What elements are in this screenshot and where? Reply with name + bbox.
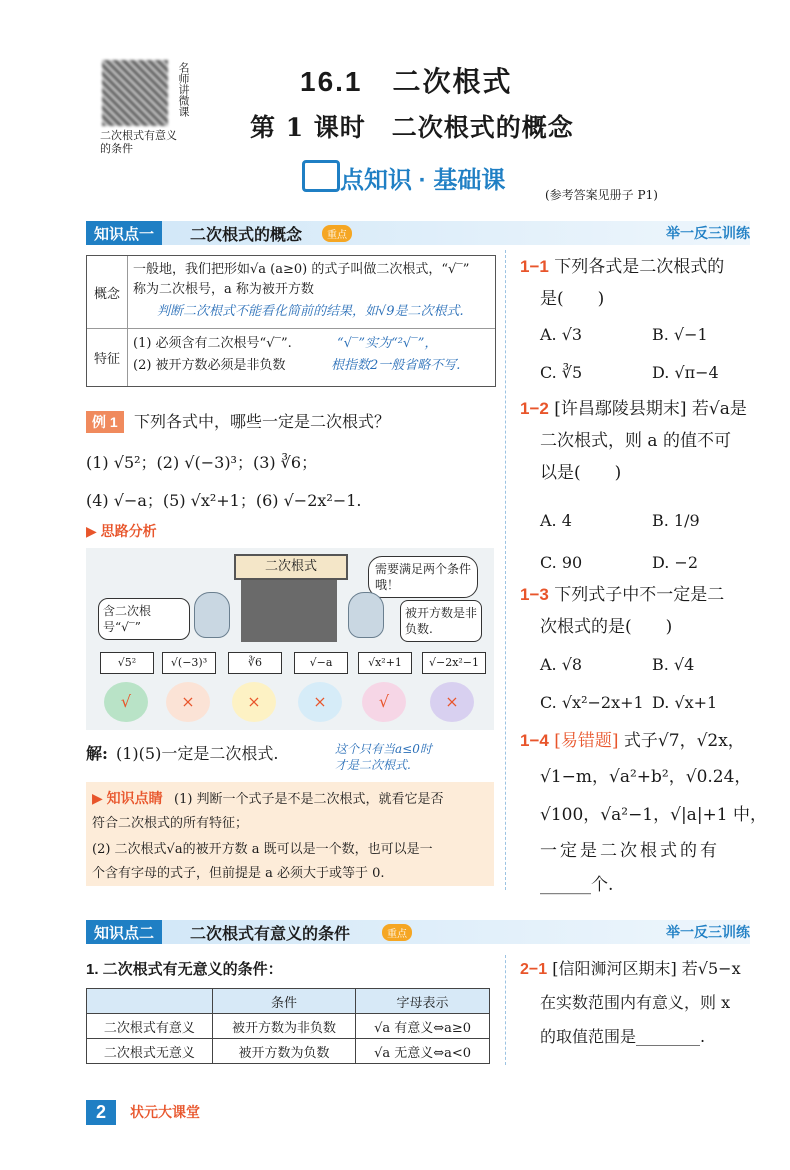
bubble-right: 被开方数是非负数. bbox=[400, 600, 482, 642]
q1-2-option-a[interactable]: A. 4 bbox=[540, 511, 572, 530]
book-icon bbox=[302, 160, 340, 192]
card-2: √(−3)³ bbox=[162, 652, 216, 674]
solution-note-2: 才是二次根式. bbox=[335, 758, 411, 772]
q1-3-text-1: 下列式子中不一定是二 bbox=[554, 585, 725, 605]
q1-4-text-1: 式子√7，√2x， bbox=[623, 731, 745, 751]
tip-text-2: 符合二次根式的所有特征； bbox=[92, 816, 249, 831]
concept-note: 判断二次根式不能看化简前的结果，如√9是二次根式. bbox=[157, 304, 464, 319]
chick-1: √ bbox=[104, 682, 148, 722]
q1-2-text-3: 以是( ) bbox=[540, 463, 622, 483]
q1-3-option-c[interactable]: C. √x²−2x+1 bbox=[540, 693, 644, 712]
tip-text-1: (1) 判断一个式子是不是二次根式，就看它是否 bbox=[174, 792, 444, 807]
card-3: ∛6 bbox=[228, 652, 282, 674]
banner-title: 点知识 · 基础课 bbox=[340, 167, 506, 194]
feature-label: 特征 bbox=[87, 328, 128, 386]
tip-box bbox=[86, 782, 494, 886]
q1-2-text-2: 二次根式，则 a 的值不可 bbox=[540, 431, 731, 451]
tip-text-4: 个含有字母的式子，但前提是 a 必须大于或等于 0. bbox=[92, 866, 385, 881]
kp2-bar bbox=[86, 920, 750, 944]
concept-text-1: 一般地，我们把形如√a (a≥0) 的式子叫做二次根式，“√‾” bbox=[133, 262, 470, 277]
q1-1-text-2: 是( ) bbox=[540, 289, 605, 309]
q1-4-number: 1−4 bbox=[520, 731, 549, 750]
page-number: 2 bbox=[86, 1100, 116, 1125]
q1-1-option-b[interactable]: B. √−1 bbox=[652, 325, 708, 344]
concept-text-2: 称为二次根号，a 称为被开方数 bbox=[133, 282, 314, 297]
chick-3: × bbox=[232, 682, 276, 722]
analysis-text: 思路分析 bbox=[100, 523, 157, 539]
table-header-cell bbox=[87, 989, 213, 1014]
q1-4 bbox=[520, 730, 745, 752]
q1-4-text-2: √1−m，√a²+b²，√0.24， bbox=[540, 767, 752, 787]
q1-3-number: 1−3 bbox=[520, 585, 549, 604]
example-question: 下列各式中，哪些一定是二次根式？ bbox=[134, 412, 391, 431]
q2-1-text-2: 在实数范围内有意义，则 x bbox=[540, 993, 731, 1012]
table-cell: 二次根式有意义 bbox=[87, 1014, 213, 1039]
q1-1 bbox=[520, 256, 724, 278]
qr-caption: 二次根式有意义的条件 bbox=[100, 130, 177, 155]
table-cell: 二次根式无意义 bbox=[87, 1039, 213, 1064]
condition-table bbox=[86, 988, 490, 1064]
guard-right bbox=[348, 592, 384, 638]
card-1: √5² bbox=[100, 652, 154, 674]
answer-reference: (参考答案见册子 P1) bbox=[545, 188, 658, 202]
feature-row bbox=[87, 328, 495, 386]
example-tag: 例 1 bbox=[86, 411, 124, 433]
kp1-practice-label: 举一反三训练 bbox=[666, 225, 750, 241]
table-cell: √a 无意义⇔a<0 bbox=[356, 1039, 490, 1064]
q1-3-option-d[interactable]: D. √x+1 bbox=[652, 693, 718, 712]
q1-2-number: 1−2 bbox=[520, 399, 549, 418]
kp1-tag: 知识点一 bbox=[86, 221, 162, 245]
kp1-badge: 重点 bbox=[322, 225, 352, 242]
q1-4-text-4: 一定是二次根式的有 bbox=[540, 841, 720, 861]
q1-4-text-5[interactable]: ______个. bbox=[540, 875, 614, 895]
analysis-label: ▶ 思路分析 bbox=[86, 523, 157, 539]
table-cell: 被开方数为非负数 bbox=[212, 1014, 355, 1039]
table-row bbox=[87, 1039, 490, 1064]
q2-1-text-1: [信阳浉河区期末] 若√5−x bbox=[552, 959, 741, 978]
chick-4: × bbox=[298, 682, 342, 722]
q1-1-number: 1−1 bbox=[520, 257, 549, 276]
kp2-tag: 知识点二 bbox=[86, 920, 162, 944]
example-line-1: (1) √5²；(2) √(−3)³；(3) ∛6； bbox=[86, 453, 318, 472]
q1-2-option-b[interactable]: B. 1/9 bbox=[652, 511, 700, 530]
q1-3-option-a[interactable]: A. √8 bbox=[540, 655, 583, 674]
brand-logo: 状元大课堂 bbox=[130, 1104, 200, 1120]
card-6: √−2x²−1 bbox=[422, 652, 486, 674]
feature-note-1: “√‾”实为“²√‾”， bbox=[337, 336, 438, 351]
bubble-left: 含二次根号“√‾” bbox=[98, 598, 190, 640]
kp1-title: 二次根式的概念 bbox=[190, 227, 303, 244]
card-4: √−a bbox=[294, 652, 348, 674]
column-divider-2 bbox=[505, 955, 507, 1065]
gate bbox=[241, 580, 337, 642]
table-header-row bbox=[87, 989, 490, 1014]
table-header-cell: 字母表示 bbox=[356, 989, 490, 1014]
concept-label: 概念 bbox=[87, 256, 128, 328]
chick-6: × bbox=[430, 682, 474, 722]
q1-2-option-d[interactable]: D. −2 bbox=[652, 553, 699, 572]
chick-5: √ bbox=[362, 682, 406, 722]
q1-3-text-2: 次根式的是( ) bbox=[540, 617, 673, 637]
card-5: √x²+1 bbox=[358, 652, 412, 674]
feature-text-2: (2) 被开方数必须是非负数 bbox=[133, 358, 286, 373]
q1-1-option-d[interactable]: D. √π−4 bbox=[652, 363, 719, 382]
chick-2: × bbox=[166, 682, 210, 722]
q1-4-tag: [易错题] bbox=[554, 731, 619, 751]
q1-1-text-1: 下列各式是二次根式的 bbox=[554, 257, 725, 277]
q1-1-option-a[interactable]: A. √3 bbox=[540, 325, 583, 344]
q1-4-text-3: √100，√a²−1，√|a|+1 中， bbox=[540, 805, 768, 825]
concept-row bbox=[87, 256, 495, 329]
kp2-heading: 1. 二次根式有无意义的条件： bbox=[86, 961, 283, 978]
example-line-2: (4) √−a；(5) √x²+1；(6) √−2x²−1. bbox=[86, 491, 362, 510]
feature-text-1: (1) 必须含有二次根号“√‾”. bbox=[133, 336, 292, 351]
kp1-bar bbox=[86, 221, 750, 245]
bubble-top: 需要满足两个条件哦！ bbox=[368, 556, 478, 598]
section-title: 16.1 二次根式 bbox=[300, 66, 513, 97]
q2-1-number: 2−1 bbox=[520, 961, 548, 978]
qr-code[interactable] bbox=[102, 60, 168, 126]
solution-text: (1)(5)一定是二次根式. bbox=[116, 744, 279, 763]
q1-3 bbox=[520, 584, 724, 606]
tip-text-3: (2) 二次根式√a的被开方数 a 既可以是一个数，也可以是一 bbox=[92, 842, 433, 857]
guard-left bbox=[194, 592, 230, 638]
tip-label-text: 知识点睛 bbox=[106, 790, 163, 806]
table-cell: 被开方数为负数 bbox=[212, 1039, 355, 1064]
q2-1 bbox=[520, 958, 741, 981]
q1-2-option-c[interactable]: C. 90 bbox=[540, 553, 583, 572]
tip-label: ▶ 知识点睛 bbox=[92, 790, 163, 806]
q2-1-text-3[interactable]: 的取值范围是________. bbox=[540, 1027, 706, 1046]
definition-table bbox=[86, 255, 496, 387]
q1-1-option-c[interactable]: C. ∛5 bbox=[540, 363, 583, 382]
sign-board: 二次根式 bbox=[234, 554, 348, 580]
solution-note-1: 这个只有当a≤0时 bbox=[335, 742, 432, 756]
lesson-title: 第 1 课时 二次根式的概念 bbox=[250, 113, 574, 142]
table-row bbox=[87, 1014, 490, 1039]
qr-side-label: 名师讲微课 bbox=[177, 62, 189, 117]
q1-2 bbox=[520, 398, 747, 420]
q1-3-option-b[interactable]: B. √4 bbox=[652, 655, 695, 674]
q1-2-text-1: [许昌鄢陵县期末] 若√a是 bbox=[554, 399, 747, 419]
feature-note-2: 根指数2一般省略不写. bbox=[331, 358, 461, 373]
kp2-practice-label: 举一反三训练 bbox=[666, 924, 750, 940]
kp2-title: 二次根式有意义的条件 bbox=[190, 926, 351, 943]
table-header-cell: 条件 bbox=[212, 989, 355, 1014]
analysis-illustration bbox=[86, 548, 494, 730]
kp2-badge: 重点 bbox=[382, 924, 412, 941]
table-cell: √a 有意义⇔a≥0 bbox=[356, 1014, 490, 1039]
solution-label: 解: bbox=[86, 744, 108, 763]
column-divider bbox=[505, 250, 507, 890]
